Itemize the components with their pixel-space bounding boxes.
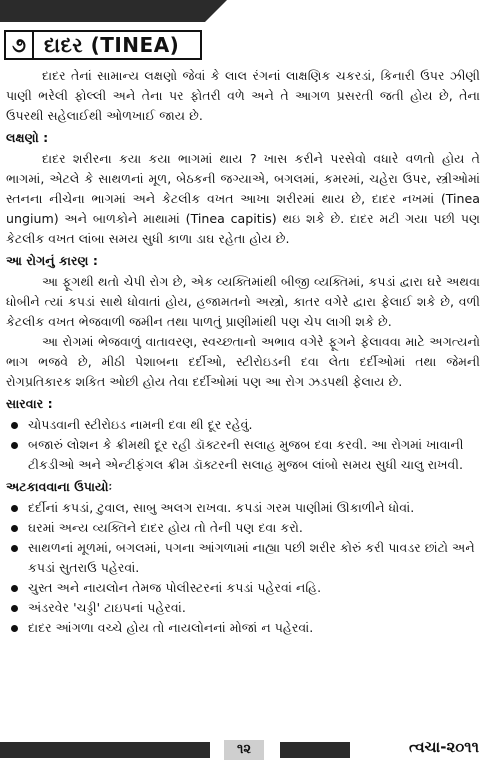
bullet-dot-icon [11, 442, 18, 449]
page-number: ૧૨ [224, 740, 264, 760]
list-item-text: ચુસ્ત અને નાયલોન તેમજ પોલીસ્ટરનાં કપડાં પહેરવાં નહિ. [28, 580, 322, 595]
causes-paragraph-1: આ ફૂગથી થતો ચેપી રોગ છે, એક વ્યક્તિમાંથી બીજી વ્યક્તિમાં, કપડાં દ્વારા ઘરે અથવા ધોબીને ત્યાં કપડાં સાથે ધોવાતાં હોય, હજામતનો અસ્ત્રો, કાતર વગેરે દ્વારા ફેલાઈ શકે છે, વળી કેટલીક વખત ભેજવાળી જમીન તથા પાળતું પ્રાણીમાંથી પણ ચેપ લાગી શકે છે. [6, 274, 480, 329]
list-item [6, 578, 480, 598]
bullet-dot-icon [11, 505, 18, 512]
bullet-dot-icon [11, 422, 18, 429]
prevention-heading: અટકાવવાના ઉપાયોઃ [6, 479, 113, 494]
bullet-dot-icon [11, 545, 18, 552]
footer-left-band [0, 742, 210, 758]
list-item [6, 435, 480, 475]
list-item [6, 518, 480, 538]
list-item [6, 415, 480, 435]
list-item [6, 598, 480, 618]
list-item-text: બજારું લોશન કે ક્રીમથી દૂર રહી ડૉક્ટરની સલાહ મુજબ દવા કરવી. આ રોગમાં ખાવાની ટીકડીઓ અને એન્ટીફંગલ ક્રીમ ડૉક્ટરની સલાહ મુજબ લાંબો સમય સુધી ચાલુ રાખવી. [28, 437, 464, 472]
top-dark-band [0, 0, 205, 22]
causes-paragraph-2: આ રોગમાં ભેજવાળું વાતાવરણ, સ્વચ્છતાનો અભાવ વગેરે ફૂગને ફેલાવવા માટે અગત્યનો ભાગ ભજવે છે, મીઠી પેશાબના દર્દીઓ, સ્ટીરોઇડની દવા લેતા દર્દીઓમાં તથા જેમની રોગપ્રતિકારક શકિત ઓછી હોય તેવા દર્દીઓમાં પણ આ રોગ ઝડપથી ફેલાય છે. [6, 334, 480, 389]
chapter-number: ૭ [6, 32, 34, 58]
symptoms-paragraph: દાદર શરીરના કયા કયા ભાગમાં થાય ? ખાસ કરીને પરસેવો વધારે વળતો હોય તે ભાગમાં, એટલે કે સાથળનાં મૂળ, બેઠકની જગ્યાએ, બગલમાં, કમરમાં, ચહેરા ઉપર, સ્ત્રીઓમાં સ્તનના નીચેના ભાગમાં અને કેટલીક વખત આખા શરીરમાં થાય છે, દાદર નખમાં (Tinea ungium) અને બાળકોને માથામાં (Tinea capitis) થઇ શકે છે. દાદર મટી ગયા પછી પણ કેટલીક વખત લાંબા સમય સુધી કાળા ડાઘ રહેતા હોય છે. [6, 151, 480, 246]
list-item-text: અંડરવેર 'ચડ્ડી' ટાઇપનાં પહેરવાં. [28, 600, 186, 615]
article-body [6, 66, 480, 638]
bullet-dot-icon [11, 525, 18, 532]
intro-paragraph: દાદર તેનાં સામાન્ય લક્ષણો જેવાં કે લાલ રંગનાં લાક્ષણિક ચકરડાં, કિનારી ઉપર ઝીણી પાણી ભરેલી ફોલ્લી અને તેના પર ફોતરી વળે અને તે આગળ પ્રસરતી જતી હોય છે, તેના ઉપરથી સહેલાઈથી ઓળખાઈ જાય છે. [6, 68, 480, 123]
list-item [6, 538, 480, 578]
symptoms-heading: લક્ષણો : [6, 130, 49, 145]
bullet-dot-icon [11, 585, 18, 592]
treatment-heading: સારવાર : [6, 396, 53, 411]
list-item [6, 618, 480, 638]
list-item-text: દર્દીનાં કપડાં, ટુવાલ, સાબુ અલગ રાખવા. કપડાં ગરમ પાણીમાં ઊકાળીને ધોવાં. [28, 500, 415, 515]
magazine-name: ત્વચા-૨૦૧૧ [408, 738, 479, 756]
bullet-dot-icon [11, 605, 18, 612]
treatment-list [6, 415, 480, 475]
prevention-list [6, 498, 480, 638]
top-decor-bar [0, 0, 485, 28]
list-item [6, 498, 480, 518]
chapter-title [4, 30, 202, 60]
page-footer [0, 736, 485, 764]
list-item-text: સાથળનાં મૂળમાં, બગલમાં, પગના આંગળામાં નાહ્યા પછી શરીર કોરું કરી પાવડર છાંટો અને કપડાં સુતરાઉ પહેરવાં. [28, 540, 475, 575]
list-item-text: ઘરમાં અન્ય વ્યક્તિને દાદર હોય તો તેની પણ દવા કરો. [28, 520, 303, 535]
causes-heading: આ રોગનું કારણ : [6, 253, 98, 268]
bullet-dot-icon [11, 625, 18, 632]
chapter-title-text: દાદર (TINEA) [44, 33, 180, 57]
list-item-text: દાદર આંગળા વચ્ચે હોય તો નાયલોનનાં મોજાં ન પહેરવાં. [28, 620, 314, 635]
footer-right-band [280, 742, 350, 758]
list-item-text: ચોપડવાની સ્ટીરોઇડ નામની દવા થી દૂર રહેવું. [28, 417, 253, 432]
